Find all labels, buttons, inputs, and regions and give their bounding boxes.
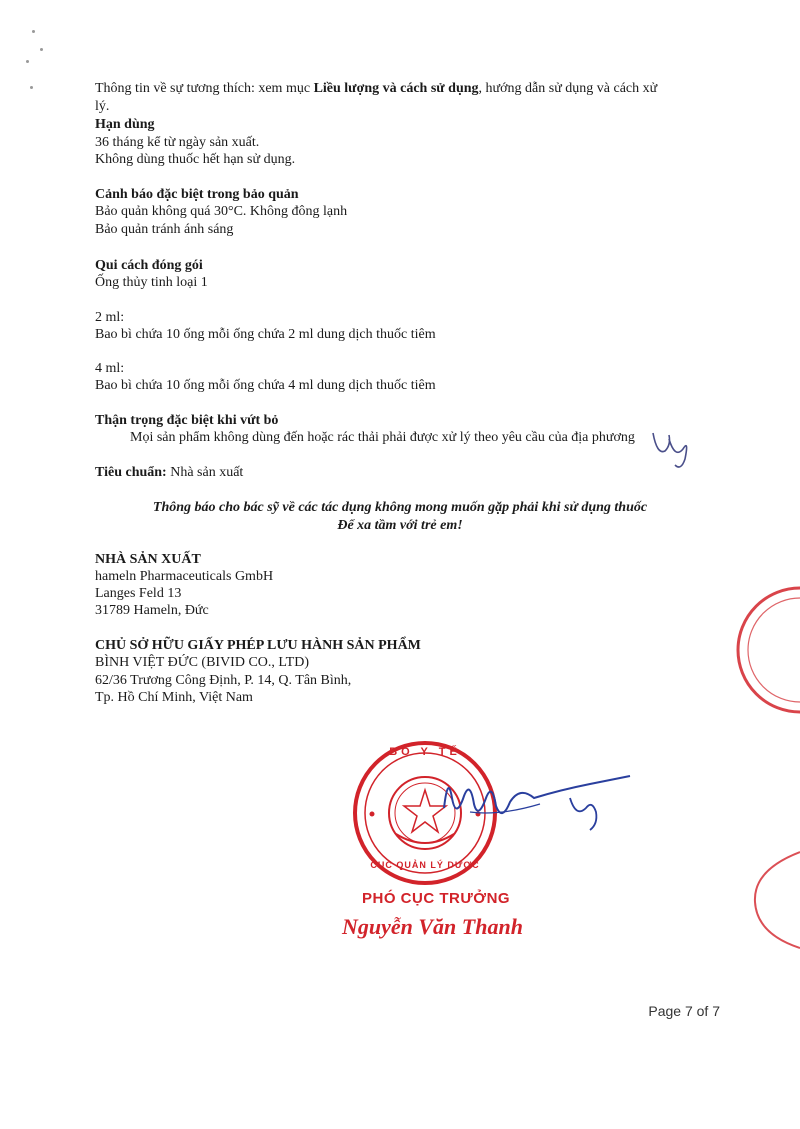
scan-speck (40, 48, 43, 51)
handwritten-signature (430, 768, 640, 838)
storage-line: Bảo quản không quá 30°C. Không đông lạnh (95, 204, 348, 219)
disposal-text: Mọi sản phẩm không dùng đến hoặc rác thải phải được xử lý theo yêu cầu của địa phương (130, 430, 635, 445)
compat-suffix: , hướng dẫn sử dụng và cách xử (478, 81, 658, 96)
license-holder-heading: CHỦ SỞ HỮU GIẤY PHÉP LƯU HÀNH SẢN PHẨM (95, 638, 421, 653)
compatibility-cont: lý. (95, 99, 110, 114)
shelf-life-line: 36 tháng kể từ ngày sản xuất. (95, 135, 260, 150)
storage-line: Bảo quản tránh ánh sáng (95, 222, 234, 237)
manufacturer-line: 31789 Hameln, Đức (95, 603, 209, 618)
compat-prefix: Thông tin về sự tương thích: xem mục (95, 81, 314, 96)
shelf-life-heading: Hạn dùng (95, 117, 155, 132)
notice-line-2: Để xa tầm với trẻ em! (337, 518, 463, 533)
manufacturer-line: Langes Feld 13 (95, 586, 182, 601)
packaging-4ml-label: 4 ml: (95, 361, 125, 376)
storage-heading: Cảnh báo đặc biệt trong bảo quản (95, 187, 299, 202)
shelf-life-line: Không dùng thuốc hết hạn sử dụng. (95, 152, 296, 167)
partial-stamp-right-lower (745, 850, 800, 950)
packaging-2ml-label: 2 ml: (95, 310, 125, 325)
stamp-title: PHÓ CỤC TRƯỞNG (362, 890, 511, 907)
initials-signature (645, 425, 705, 475)
manufacturer-line: hameln Pharmaceuticals GmbH (95, 569, 274, 584)
standard-line (95, 464, 243, 481)
standard-value: Nhà sản xuất (166, 465, 244, 480)
page-number: Page 7 of 7 (648, 1003, 720, 1019)
packaging-2ml-desc: Bao bì chứa 10 ống mỗi ống chứa 2 ml dung dịch thuốc tiêm (95, 327, 436, 342)
seal-top-text: BỘ Y TẾ (389, 746, 461, 758)
compat-bold: Liều lượng và cách sử dụng (313, 81, 479, 96)
license-holder-line: Tp. Hồ Chí Minh, Việt Nam (95, 690, 253, 705)
packaging-heading: Qui cách đóng gói (95, 258, 203, 273)
partial-stamp-right (700, 585, 800, 715)
seal-bottom-text: CỤC QUẢN LÝ DƯỢC (370, 860, 480, 870)
scan-speck (26, 60, 29, 63)
notice-line-1: Thông báo cho bác sỹ về các tác dụng không mong muốn gặp phải khi sử dụng thuốc (152, 500, 648, 515)
license-holder-line: 62/36 Trương Công Định, P. 14, Q. Tân Bình, (95, 673, 352, 688)
packaging-4ml-desc: Bao bì chứa 10 ống mỗi ống chứa 4 ml dung dịch thuốc tiêm (95, 378, 436, 393)
compatibility-text (95, 80, 725, 97)
stamp-name: Nguyễn Văn Thanh (342, 914, 523, 939)
manufacturer-heading: NHÀ SẢN XUẤT (95, 552, 201, 567)
disposal-heading: Thận trọng đặc biệt khi vứt bỏ (95, 413, 279, 428)
license-holder-line: BÌNH VIỆT ĐỨC (BIVID CO., LTD) (95, 655, 309, 670)
standard-label: Tiêu chuẩn: (95, 465, 167, 480)
scan-speck (30, 86, 33, 89)
scan-speck (32, 30, 35, 33)
packaging-line: Ống thủy tinh loại 1 (95, 275, 208, 290)
